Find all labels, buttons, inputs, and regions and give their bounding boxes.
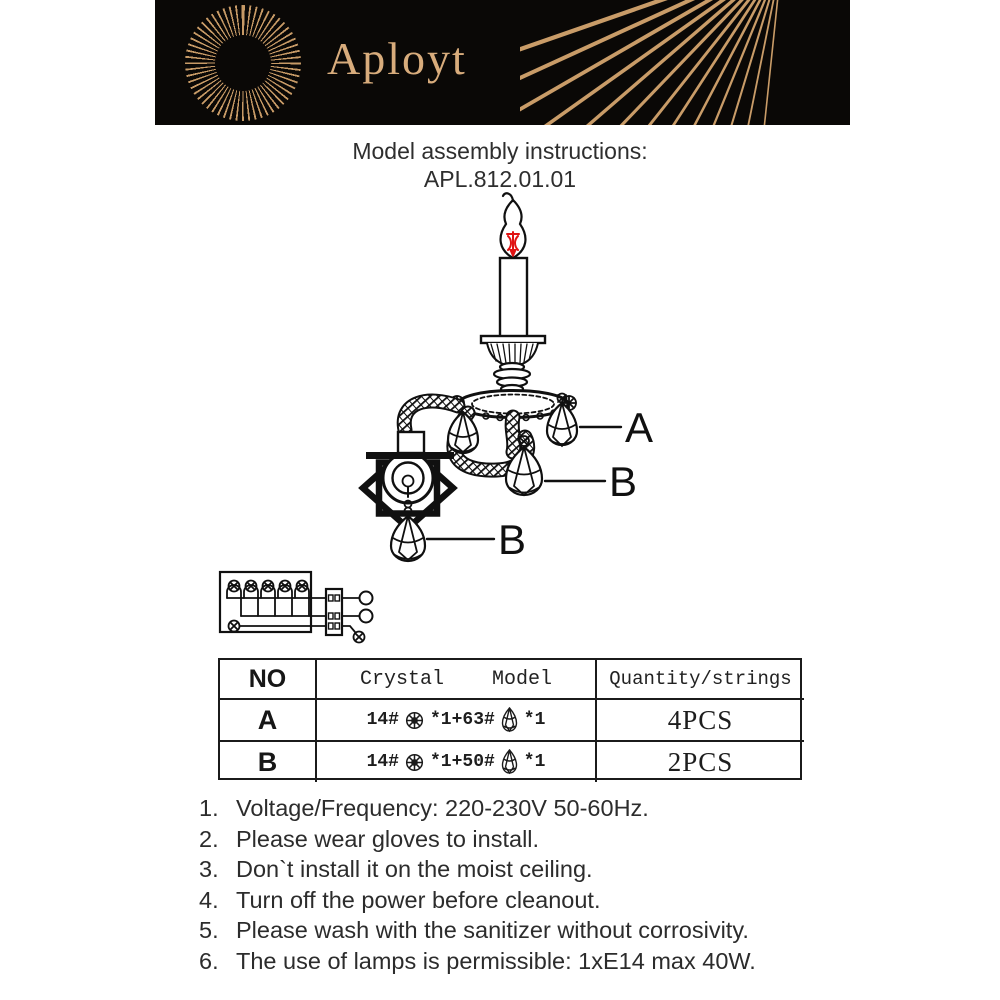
wall-bracket bbox=[366, 432, 454, 459]
table-row-a-no: A bbox=[220, 700, 317, 742]
crystal-parts-table bbox=[218, 658, 802, 780]
list-item bbox=[199, 946, 879, 977]
list-item bbox=[199, 793, 879, 824]
table-row-a-crystal bbox=[317, 700, 597, 742]
list-item bbox=[199, 824, 879, 855]
item-number: 5. bbox=[199, 917, 219, 944]
table-row-a-qty: 4PCS bbox=[597, 700, 804, 742]
lamp-circle-x-icon bbox=[354, 632, 365, 643]
item-number: 2. bbox=[199, 825, 219, 852]
item-number: 1. bbox=[199, 795, 219, 821]
flame-bulb-icon bbox=[501, 193, 526, 258]
teardrop-crystal-icon bbox=[501, 707, 518, 733]
list-item bbox=[199, 885, 879, 916]
list-item bbox=[199, 854, 879, 885]
terminal-block bbox=[326, 589, 342, 635]
item-text: Please wear gloves to install. bbox=[236, 825, 540, 852]
crystal-count: 14# bbox=[366, 752, 399, 772]
lamp-circle-x-icon bbox=[229, 621, 240, 632]
table-row-b-crystal bbox=[317, 742, 597, 782]
candle-cup bbox=[481, 336, 545, 364]
item-text: Please wash with the sanitizer without corrosivity. bbox=[236, 917, 749, 944]
item-text: The use of lamps is permissible: 1xE14 max 40W. bbox=[236, 947, 756, 974]
model-number: APL.812.01.01 bbox=[423, 166, 577, 192]
instruction-list bbox=[199, 793, 879, 977]
item-text: Don`t install it on the moist ceiling. bbox=[236, 856, 593, 883]
table-row-b-qty: 2PCS bbox=[667, 746, 734, 777]
page-title: Model assembly instructions: bbox=[352, 138, 648, 164]
item-number: 6. bbox=[199, 947, 219, 974]
crystal-count: *1+63# bbox=[429, 710, 495, 730]
octagon-crystal-icon bbox=[405, 753, 424, 772]
brand-wordmark: Aployt bbox=[327, 33, 467, 84]
teardrop-crystal-icon bbox=[391, 516, 425, 561]
octagon-crystal-icon bbox=[405, 711, 424, 730]
glass-baluster bbox=[494, 363, 530, 393]
crystal-count: *1 bbox=[523, 710, 546, 730]
wiring-schematic bbox=[220, 572, 373, 643]
crystal-count: *1+50# bbox=[429, 752, 495, 772]
item-text: Voltage/Frequency: 220-230V 50-60Hz. bbox=[236, 795, 649, 821]
candle-tube bbox=[500, 258, 527, 338]
label-b-mid: B bbox=[609, 458, 638, 505]
list-item bbox=[199, 915, 879, 946]
item-text: Turn off the power before cleanout. bbox=[236, 886, 601, 913]
table-header-crystal-model: Crystal Model bbox=[317, 660, 597, 700]
table-header-quantity: Quantity/strings bbox=[597, 660, 804, 700]
label-a: A bbox=[625, 404, 654, 451]
item-number: 3. bbox=[199, 856, 219, 883]
label-b-bottom: B bbox=[498, 516, 527, 563]
table-header-no: NO bbox=[220, 660, 317, 700]
item-number: 4. bbox=[199, 886, 219, 913]
teardrop-crystal-icon bbox=[501, 749, 518, 775]
table-row-b-no: B bbox=[220, 742, 317, 782]
crystal-count: 14# bbox=[366, 710, 399, 730]
crystal-count: *1 bbox=[523, 752, 546, 772]
